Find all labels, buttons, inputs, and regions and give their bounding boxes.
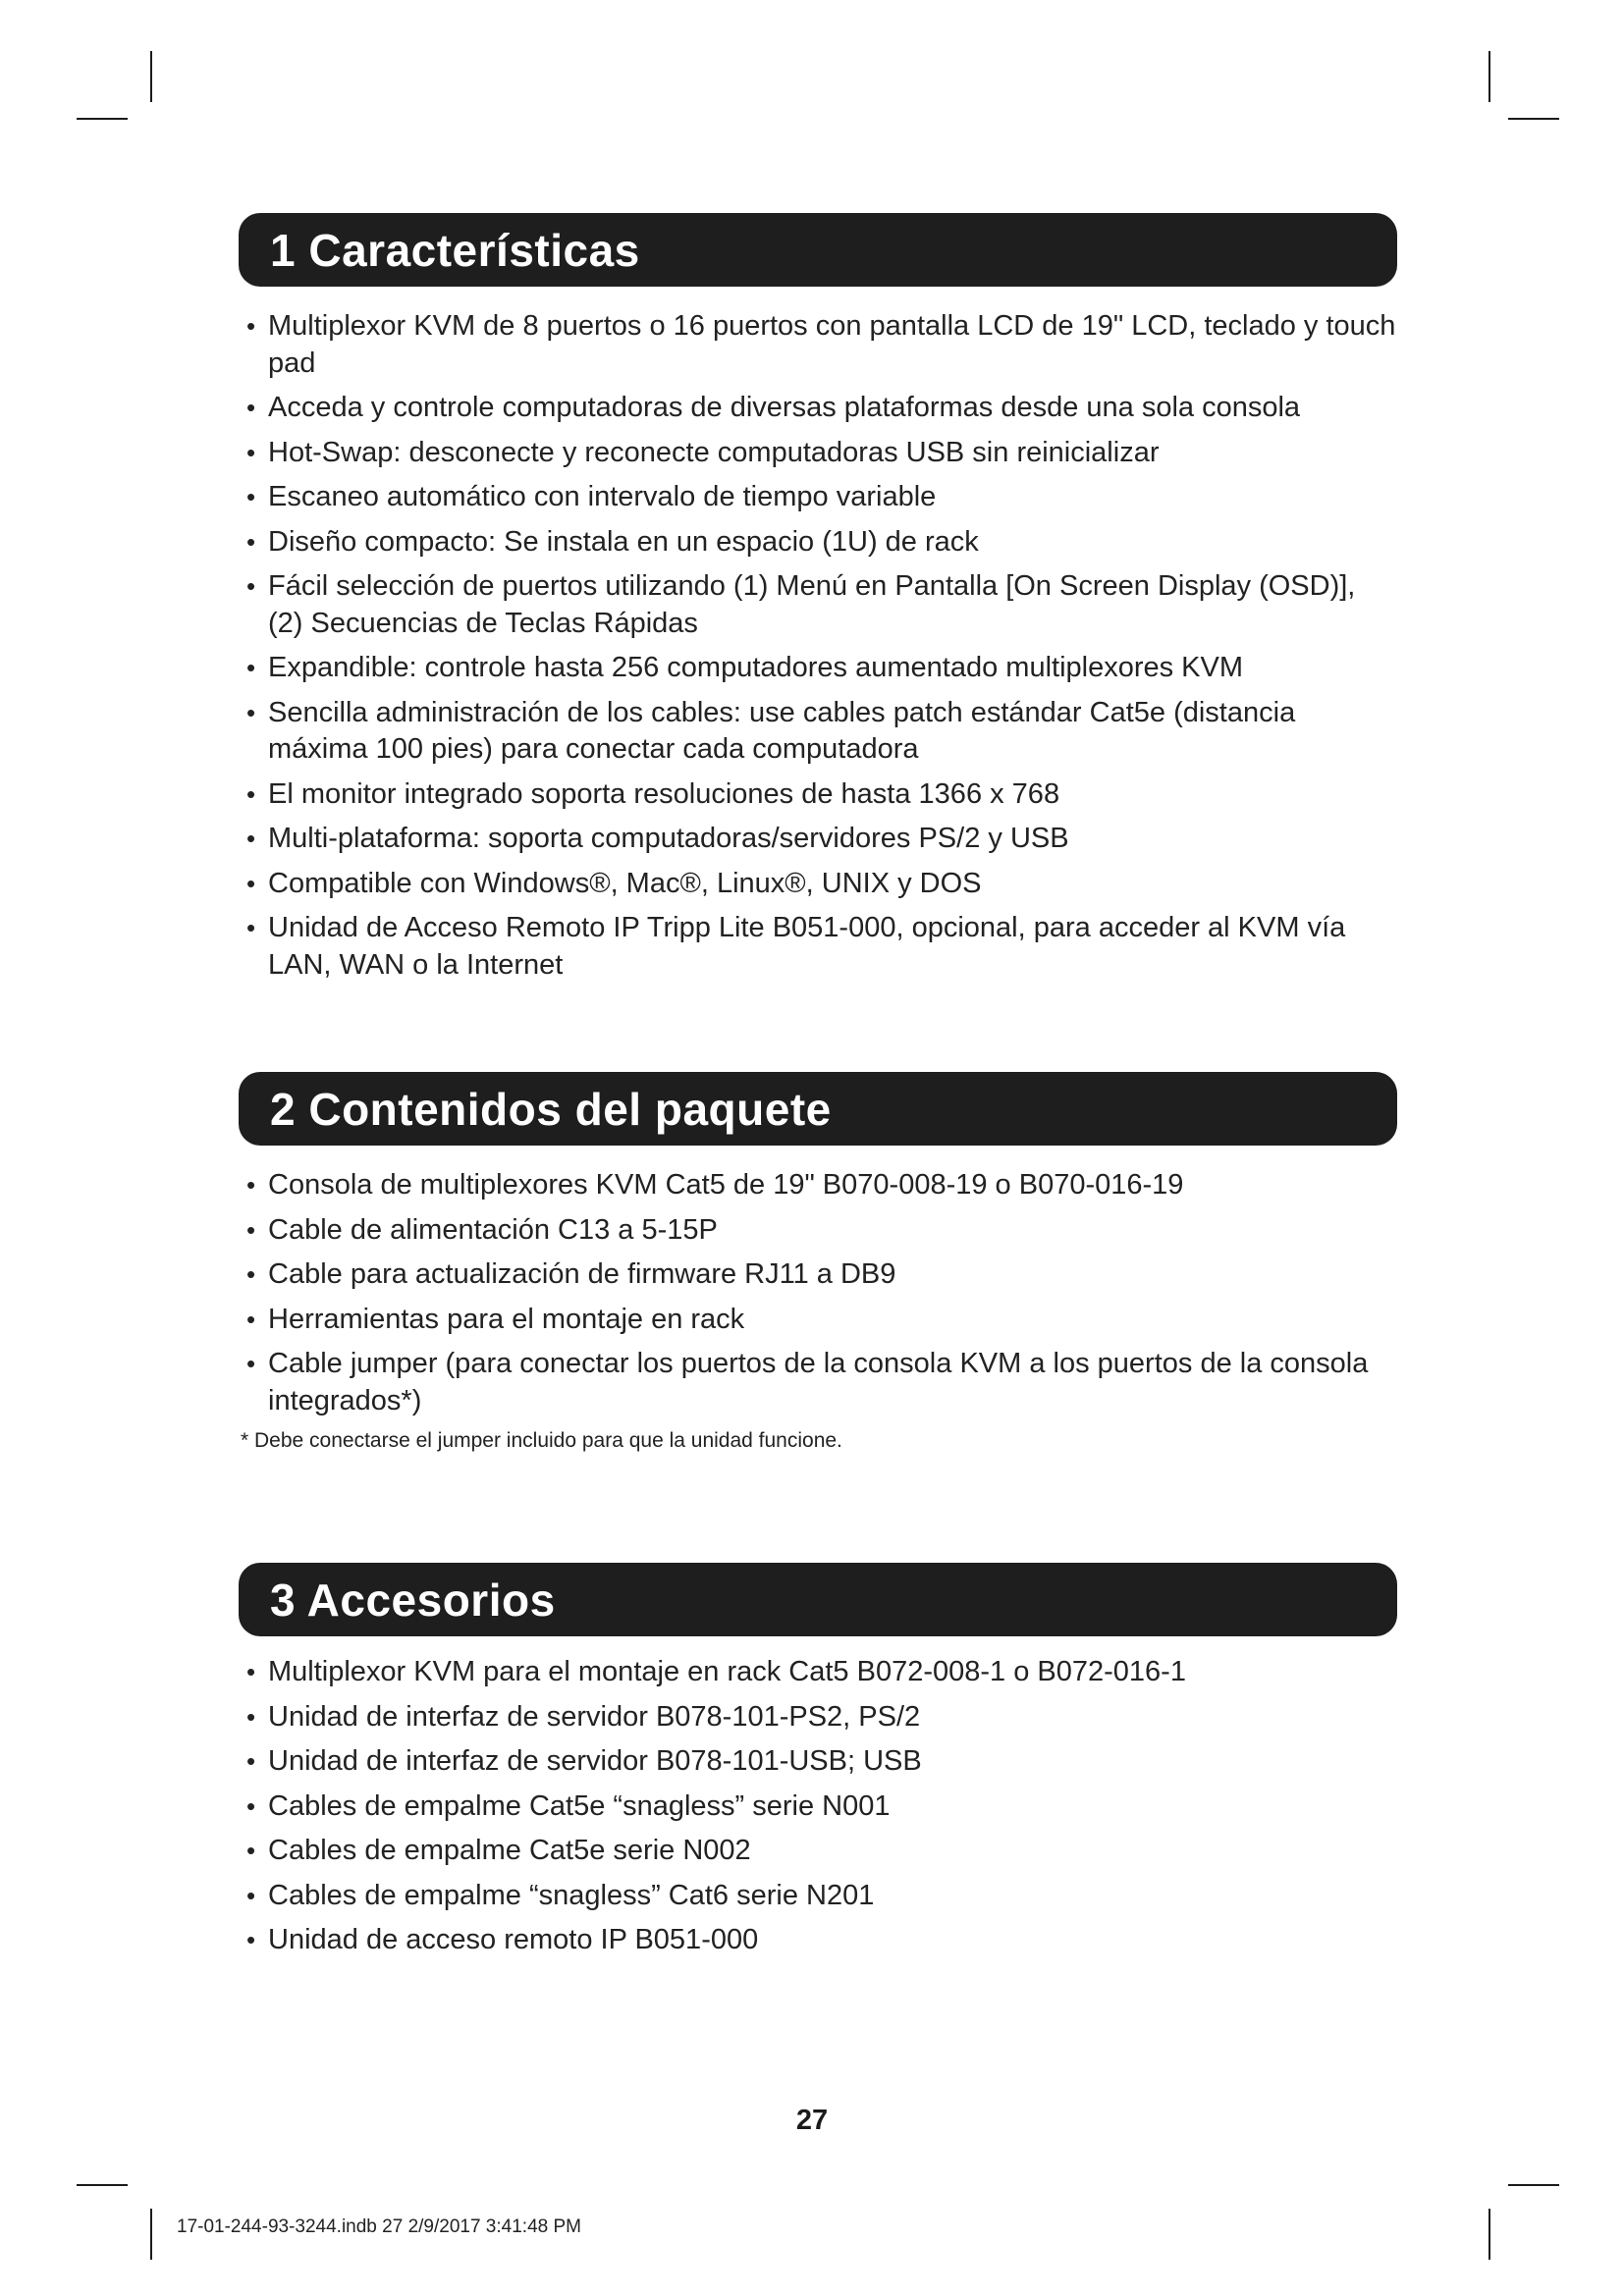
crop-mark xyxy=(1489,2209,1490,2260)
crop-mark xyxy=(150,51,152,102)
section-caracteristicas xyxy=(239,213,1397,991)
list-item: • Cable para actualización de firmware RJ11 a DB9 xyxy=(239,1256,1397,1294)
list-item: • Cables de empalme Cat5e serie N002 xyxy=(239,1833,1397,1870)
list-item: • Escaneo automático con intervalo de tiempo variable xyxy=(239,479,1397,516)
list-item: • Cables de empalme Cat5e “snagless” serie N001 xyxy=(239,1789,1397,1826)
crop-mark xyxy=(1489,51,1490,102)
list-item: • Compatible con Windows®, Mac®, Linux®, UNIX y DOS xyxy=(239,866,1397,903)
list-item: • Multi-plataforma: soporta computadoras/servidores PS/2 y USB xyxy=(239,821,1397,858)
crop-mark xyxy=(1508,2184,1559,2186)
list-item: • Hot-Swap: desconecte y reconecte computadoras USB sin reinicializar xyxy=(239,435,1397,472)
print-slug: 17-01-244-93-3244.indb 27 2/9/2017 3:41:48 PM xyxy=(177,2216,581,2237)
list-item: • Expandible: controle hasta 256 computadores aumentado multiplexores KVM xyxy=(239,650,1397,687)
list-item: • Unidad de interfaz de servidor B078-101-PS2, PS/2 xyxy=(239,1699,1397,1736)
list-item: • Acceda y controle computadoras de diversas plataformas desde una sola consola xyxy=(239,390,1397,427)
package-contents-list xyxy=(239,1167,1397,1419)
list-item: • Cable de alimentación C13 a 5-15P xyxy=(239,1212,1397,1250)
crop-mark xyxy=(77,118,128,120)
section-accesorios xyxy=(239,1563,1397,1967)
list-item: • Unidad de Acceso Remoto IP Tripp Lite B051-000, opcional, para acceder al KVM vía LAN, WAN o la Internet xyxy=(239,910,1397,984)
crop-mark xyxy=(77,2184,128,2186)
list-item: • Consola de multiplexores KVM Cat5 de 19" B070-008-19 o B070-016-19 xyxy=(239,1167,1397,1204)
section-contenidos xyxy=(239,1072,1397,1453)
list-item: • Diseño compacto: Se instala en un espacio (1U) de rack xyxy=(239,524,1397,561)
list-item: • El monitor integrado soporta resoluciones de hasta 1366 x 768 xyxy=(239,776,1397,814)
page-number: 27 xyxy=(795,2105,829,2136)
section-title: 2 Contenidos del paquete xyxy=(239,1072,1397,1146)
list-item: • Cables de empalme “snagless” Cat6 serie N201 xyxy=(239,1878,1397,1915)
footnote: * Debe conectarse el jumper incluido para que la unidad funcione. xyxy=(241,1429,842,1452)
crop-mark xyxy=(1508,118,1559,120)
list-item: • Fácil selección de puertos utilizando (1) Menú en Pantalla [On Screen Display (OSD)], (2) Secuencias de Teclas Rápidas xyxy=(239,568,1397,642)
list-item: • Sencilla administración de los cables: use cables patch estándar Cat5e (distancia máxima 100 pies) para conectar cada computadora xyxy=(239,695,1397,769)
accessories-list xyxy=(239,1654,1397,1959)
crop-mark xyxy=(150,2209,152,2260)
list-item: • Herramientas para el montaje en rack xyxy=(239,1302,1397,1339)
list-item: • Cable jumper (para conectar los puertos de la consola KVM a los puertos de la consola integrados*) xyxy=(239,1346,1397,1419)
features-list xyxy=(239,308,1397,984)
list-item: • Multiplexor KVM de 8 puertos o 16 puertos con pantalla LCD de 19" LCD, teclado y touch pad xyxy=(239,308,1397,382)
list-item: • Multiplexor KVM para el montaje en rack Cat5 B072-008-1 o B072-016-1 xyxy=(239,1654,1397,1691)
list-item: • Unidad de interfaz de servidor B078-101-USB; USB xyxy=(239,1743,1397,1781)
section-title: 1 Características xyxy=(239,213,1397,287)
list-item: • Unidad de acceso remoto IP B051-000 xyxy=(239,1922,1397,1959)
section-title: 3 Accesorios xyxy=(239,1563,1397,1636)
